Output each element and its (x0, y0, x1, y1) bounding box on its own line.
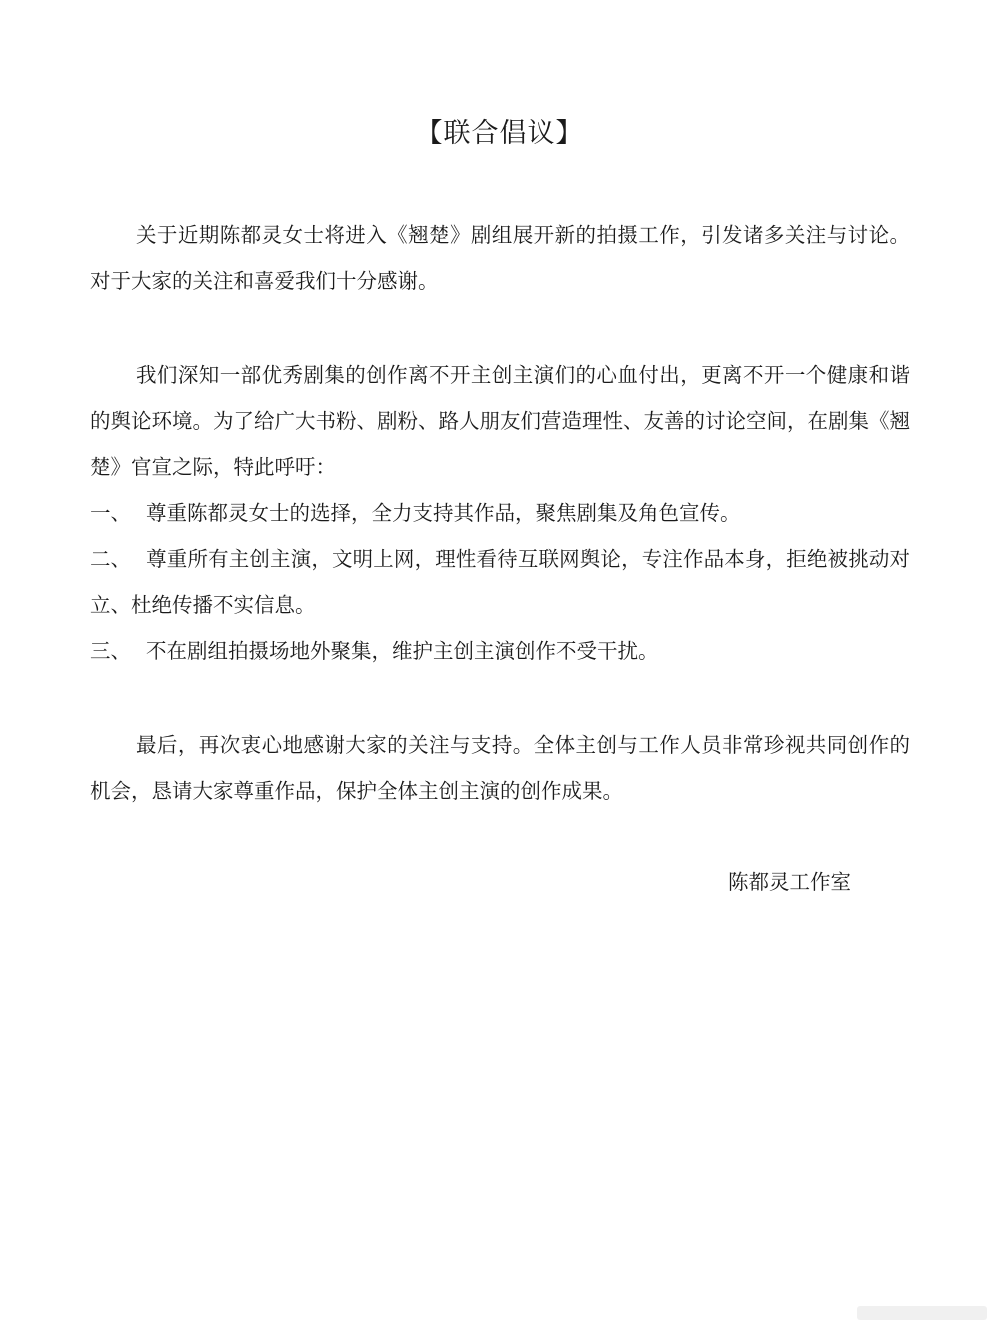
list-item (90, 536, 910, 628)
signature: 陈都灵工作室 (728, 870, 851, 894)
list-item-text: 尊重陈都灵女士的选择，全力支持其作品，聚焦剧集及角色宣传。 (146, 501, 741, 525)
list-item-text: 不在剧组拍摄场地外聚集，维护主创主演创作不受干扰。 (146, 639, 659, 663)
list-item-text: 尊重所有主创主演，文明上网，理性看待互联网舆论，专注作品本身，拒绝被挑动对立、杜绝传播不实信息。 (90, 547, 910, 617)
list-item (90, 490, 910, 536)
paragraph-intro: 关于近期陈都灵女士将进入《翘楚》剧组展开新的拍摄工作，引发诸多关注与讨论。对于大家的关注和喜爱我们十分感谢。 (90, 223, 910, 293)
watermark-icon (857, 1304, 987, 1322)
list-item-number: 一、 (90, 501, 131, 525)
paragraph-appeal: 我们深知一部优秀剧集的创作离不开主创主演们的心血付出，更离不开一个健康和谐的舆论环境。为了给广大书粉、剧粉、路人朋友们营造理性、友善的讨论空间，在剧集《翘楚》官宣之际，特此呼吁： (90, 363, 910, 479)
list-item-number: 二、 (90, 547, 131, 571)
list-item-number: 三、 (90, 639, 131, 663)
list-item (90, 628, 910, 674)
paragraph-closing: 最后，再次衷心地感谢大家的关注与支持。全体主创与工作人员非常珍视共同创作的机会，恳请大家尊重作品，保护全体主创主演的创作成果。 (90, 733, 910, 803)
document-title: 【联合倡议】 (415, 118, 584, 149)
